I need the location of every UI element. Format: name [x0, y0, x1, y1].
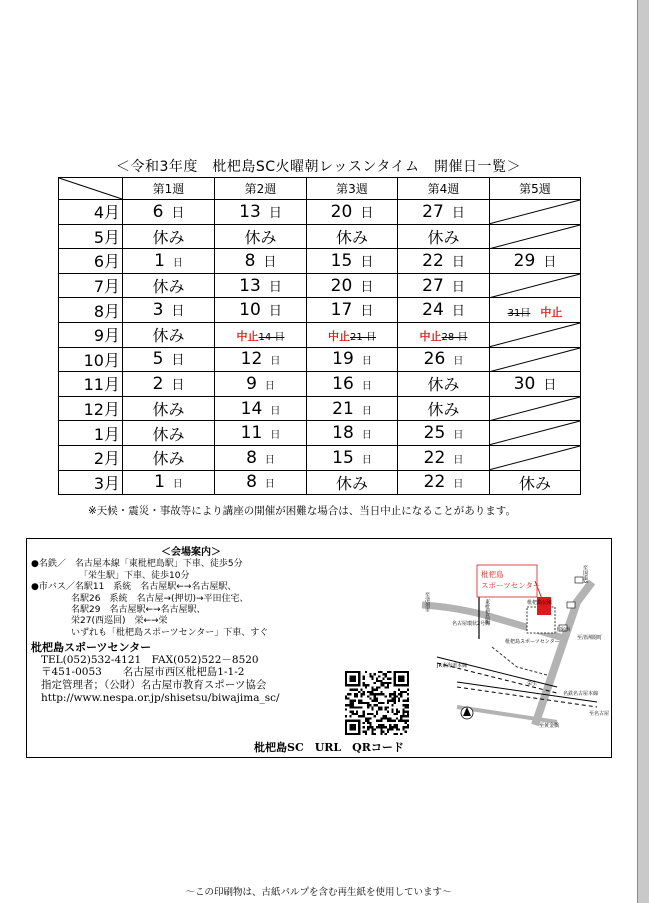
date-cell — [307, 347, 398, 372]
month-label: 9月 — [59, 322, 123, 347]
date-cell — [123, 298, 215, 323]
month-label: 1月 — [59, 421, 123, 446]
day-unit: 日 — [361, 356, 372, 368]
day-unit: 日 — [270, 356, 281, 368]
address: 〒451-0053 名古屋市西区枇杷島1-1-2 — [41, 666, 245, 679]
struck-date: 28 日 — [441, 332, 468, 344]
month-label: 4月 — [59, 200, 123, 225]
date-cell — [307, 273, 398, 298]
holiday-cell: 休み — [490, 470, 581, 495]
recycled-paper-note: ～この印刷物は、古紙パルプを含む再生紙を使用しています～ — [185, 887, 452, 898]
week-header: 第2週 — [215, 178, 307, 200]
empty-week-cell — [490, 421, 581, 446]
date-number: 27 — [422, 201, 444, 222]
date-number: 21 — [332, 398, 354, 419]
day-unit: 日 — [268, 279, 282, 295]
holiday-cell: 休み — [123, 445, 215, 470]
schedule-header-row — [59, 178, 581, 200]
date-number: 30 — [513, 373, 536, 394]
venue-info — [31, 547, 331, 705]
date-number: 8 — [244, 250, 256, 271]
weather-note: ※天候・震災・事故等により講座の開催が困難な場合は、当日中止になることがあります。 — [88, 505, 516, 517]
date-cell — [215, 298, 307, 323]
map-label: 枇杷島スポーツセンター — [505, 639, 560, 645]
day-unit: 日 — [451, 254, 465, 270]
date-number: 15 — [332, 447, 354, 468]
date-number: 29 — [513, 250, 536, 271]
date-number: 27 — [422, 275, 444, 296]
map-label: 至黄金橋 — [539, 723, 560, 729]
empty-week-cell — [490, 347, 581, 372]
schedule-row — [59, 200, 581, 225]
week-header: 第3週 — [307, 178, 398, 200]
day-unit: 日 — [453, 454, 464, 466]
date-number: 20 — [330, 201, 353, 222]
date-number: 6 — [152, 201, 164, 222]
date-cell — [123, 200, 215, 225]
cancelled-cell — [490, 298, 581, 323]
day-unit: 日 — [171, 304, 185, 320]
day-unit: 日 — [270, 405, 281, 417]
month-label: 6月 — [59, 249, 123, 274]
schedule-row — [59, 445, 581, 470]
date-cell — [398, 445, 490, 470]
month-label: 3月 — [59, 470, 123, 495]
date-number: 16 — [332, 373, 354, 394]
date-cell — [307, 421, 398, 446]
schedule-row — [59, 322, 581, 347]
date-number: 2 — [152, 373, 164, 394]
holiday-cell: 休み — [123, 421, 215, 446]
map-label: 上宿西 — [555, 627, 571, 633]
week-header: 第4週 — [398, 178, 490, 200]
date-cell — [398, 273, 490, 298]
day-unit: 日 — [171, 205, 185, 221]
access-line: 「栄生駅」下車、徒歩10分 — [79, 570, 190, 581]
holiday-cell: 休み — [123, 224, 215, 249]
access-map — [417, 547, 610, 732]
day-unit: 日 — [361, 380, 372, 392]
week-header: 第1週 — [123, 178, 215, 200]
schedule-row — [59, 273, 581, 298]
date-cell — [215, 396, 307, 421]
holiday-cell: 休み — [215, 224, 307, 249]
date-number: 15 — [330, 250, 353, 271]
date-number: 10 — [239, 300, 261, 321]
map-center-label: スポーツセンター — [481, 581, 541, 590]
schedule-row — [59, 298, 581, 323]
day-unit: 日 — [360, 254, 374, 270]
empty-week-cell — [490, 224, 581, 249]
date-cell — [215, 273, 307, 298]
page-title: ＜令和3年度 枇杷島SC火曜朝レッスンタイム 開催日一覧＞ — [115, 159, 522, 175]
date-number: 18 — [332, 423, 354, 444]
date-number: 11 — [240, 423, 263, 444]
day-unit: 日 — [268, 304, 282, 320]
date-cell — [398, 249, 490, 274]
month-label: 10月 — [59, 347, 123, 372]
holiday-cell: 休み — [307, 224, 398, 249]
schedule-row — [59, 421, 581, 446]
qr-caption: 枇杷島SC URL QRコード — [254, 741, 404, 754]
schedule-row — [59, 224, 581, 249]
date-cell — [398, 347, 490, 372]
date-cell — [215, 372, 307, 397]
day-unit: 日 — [361, 430, 372, 442]
day-unit: 日 — [543, 254, 557, 270]
day-unit: 日 — [263, 254, 277, 270]
cancelled-label: 中止 — [540, 305, 563, 319]
day-unit: 日 — [360, 279, 374, 295]
holiday-cell: 休み — [398, 224, 490, 249]
holiday-cell: 休み — [123, 396, 215, 421]
date-cell — [307, 396, 398, 421]
date-number: 22 — [423, 447, 446, 468]
map-center-label: 枇杷島 — [481, 570, 504, 579]
date-cell — [123, 372, 215, 397]
day-unit: 日 — [264, 479, 275, 491]
date-cell — [307, 445, 398, 470]
center-name: 枇杷島スポーツセンター — [31, 641, 152, 655]
date-cell — [215, 347, 307, 372]
date-number: 1 — [154, 250, 165, 271]
holiday-cell: 休み — [398, 396, 490, 421]
day-unit: 日 — [543, 377, 557, 393]
date-number: 22 — [423, 472, 446, 493]
day-unit: 日 — [171, 353, 185, 369]
week-header: 第5週 — [490, 178, 581, 200]
diagonal-header-cell — [59, 178, 123, 200]
holiday-cell: 休み — [123, 322, 215, 347]
map-label: 栄生 — [527, 681, 538, 687]
day-unit: 日 — [361, 454, 372, 466]
date-cell — [307, 249, 398, 274]
date-number: 24 — [422, 300, 444, 321]
struck-date: 21 日 — [350, 332, 376, 344]
date-cell — [490, 372, 581, 397]
cancelled-label: 中止 — [236, 330, 259, 344]
schedule-table — [58, 177, 581, 495]
date-cell — [123, 470, 215, 495]
date-number: 12 — [240, 349, 263, 370]
access-line: いずれも「枇杷島スポーツセンター」下車、すぐ — [71, 627, 269, 638]
date-number: 8 — [246, 447, 257, 468]
cancelled-cell — [398, 322, 490, 347]
day-unit: 日 — [264, 380, 275, 392]
date-cell — [307, 298, 398, 323]
date-number: 13 — [239, 275, 261, 296]
date-cell — [398, 470, 490, 495]
access-line: 名駅29 名古屋駅←→名古屋駅、 — [71, 605, 206, 616]
month-label: 7月 — [59, 273, 123, 298]
schedule-row — [59, 470, 581, 495]
access-line: 名駅26 系統 名古屋→(押切)→平田住宅、 — [71, 593, 249, 604]
map-label: 東枇杷島駅 — [484, 599, 490, 624]
qr-code — [345, 671, 409, 735]
cancelled-label: 中止 — [328, 330, 351, 344]
date-cell — [398, 298, 490, 323]
day-unit: 日 — [453, 430, 464, 442]
day-unit: 日 — [360, 304, 374, 320]
cancelled-cell — [215, 322, 307, 347]
month-label: 11月 — [59, 372, 123, 397]
empty-week-cell — [490, 396, 581, 421]
date-cell — [123, 347, 215, 372]
date-cell — [215, 445, 307, 470]
day-unit: 日 — [453, 356, 464, 368]
contact-block — [31, 654, 331, 705]
cancelled-label: 中止 — [419, 330, 442, 344]
access-line: ●名鉄／ 名古屋本線「東枇杷島駅」下車、徒歩5分 — [31, 559, 243, 570]
schedule-row — [59, 372, 581, 397]
struck-date: 31日 — [507, 307, 531, 319]
tel-fax: TEL(052)532-4121 FAX(052)522－8520 — [41, 653, 259, 666]
date-number: 22 — [422, 250, 444, 271]
map-label: 名古屋環状2号線 — [452, 621, 491, 627]
date-cell — [398, 200, 490, 225]
schedule-row — [59, 396, 581, 421]
empty-week-cell — [490, 322, 581, 347]
date-number: 1 — [154, 472, 165, 493]
map-label: 至清須市 — [424, 592, 430, 612]
date-cell — [215, 249, 307, 274]
holiday-cell: 休み — [123, 273, 215, 298]
access-line: 栄27(西巡回) 栄←→栄 — [71, 616, 168, 627]
date-number: 17 — [330, 300, 353, 321]
day-unit: 日 — [451, 205, 465, 221]
date-number: 26 — [423, 349, 446, 370]
date-number: 3 — [152, 300, 164, 321]
month-label: 5月 — [59, 224, 123, 249]
date-number: 25 — [423, 423, 446, 444]
day-unit: 日 — [172, 257, 183, 269]
date-number: 13 — [239, 201, 261, 222]
struck-date: 14 日 — [258, 332, 285, 344]
day-unit: 日 — [171, 377, 185, 393]
empty-week-cell — [490, 200, 581, 225]
date-cell — [307, 200, 398, 225]
date-cell — [123, 249, 215, 274]
empty-week-cell — [490, 273, 581, 298]
month-label: 8月 — [59, 298, 123, 323]
date-number: 8 — [246, 472, 257, 493]
day-unit: 日 — [172, 479, 183, 491]
date-number: 9 — [246, 373, 257, 394]
map-label: 名鉄名古屋本線 — [563, 691, 599, 697]
date-number: 20 — [330, 275, 353, 296]
month-label: 12月 — [59, 396, 123, 421]
date-cell — [215, 470, 307, 495]
map-label: 至清洲閲町 — [577, 635, 603, 641]
day-unit: 日 — [264, 454, 275, 466]
empty-week-cell — [490, 445, 581, 470]
day-unit: 日 — [361, 405, 372, 417]
month-label: 2月 — [59, 445, 123, 470]
day-unit: 日 — [451, 304, 465, 320]
day-unit: 日 — [360, 205, 374, 221]
access-line: ●市バス／名駅11 系統 名古屋駅←→名古屋駅、 — [31, 582, 237, 593]
schedule-row — [59, 249, 581, 274]
schedule-row — [59, 347, 581, 372]
day-unit: 日 — [451, 279, 465, 295]
holiday-cell: 休み — [398, 372, 490, 397]
date-cell — [307, 372, 398, 397]
day-unit: 日 — [453, 479, 464, 491]
date-cell — [215, 200, 307, 225]
website-url[interactable]: http://www.nespa.or.jp/shisetsu/biwajima_sc/ — [41, 692, 280, 705]
venue-info-box — [26, 538, 612, 758]
venue-heading: ＜会場案内＞ — [161, 547, 221, 558]
map-label: JR東海道本線 — [437, 663, 467, 669]
day-unit: 日 — [270, 430, 281, 442]
manager: 指定管理者；（公財）名古屋市教育スポーツ協会 — [41, 679, 267, 692]
date-cell — [215, 421, 307, 446]
day-unit: 日 — [268, 205, 282, 221]
holiday-cell: 休み — [307, 470, 398, 495]
date-cell — [398, 421, 490, 446]
date-number: 19 — [332, 349, 354, 370]
date-number: 14 — [240, 398, 263, 419]
date-cell — [490, 249, 581, 274]
map-label: 枇杷島公園 — [527, 600, 553, 606]
map-label: 至名古屋 — [589, 711, 610, 717]
map-label: 至国道3 — [582, 565, 588, 584]
cancelled-cell — [307, 322, 398, 347]
date-number: 5 — [152, 349, 164, 370]
